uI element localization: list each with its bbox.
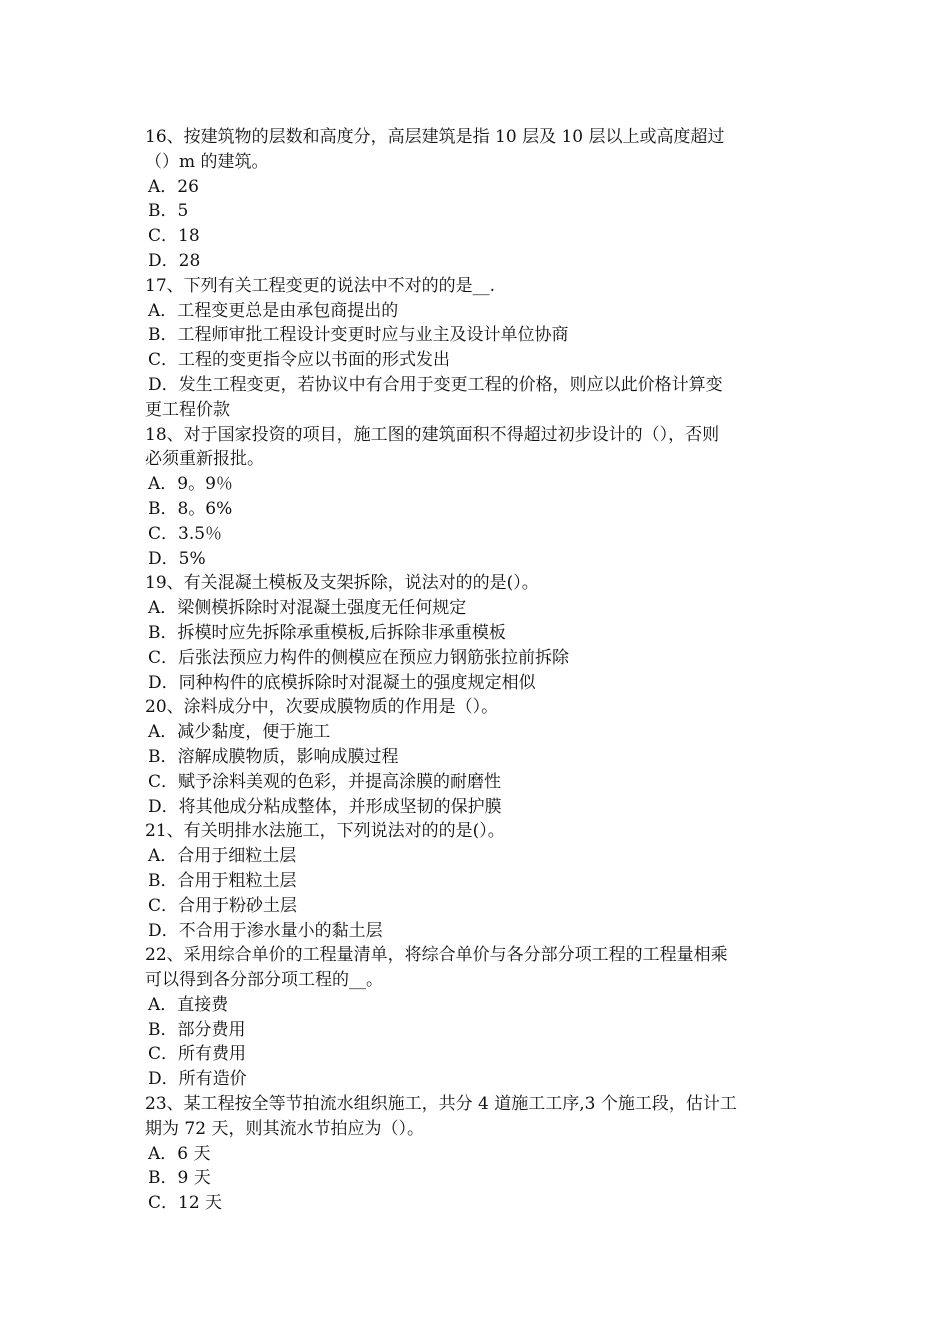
option-d: D．发生工程变更，若协议中有合用于变更工程的价格，则应以此价格计算变	[148, 374, 723, 395]
question-22	[145, 943, 810, 1092]
option-b: B．溶解成膜物质，影响成膜过程	[148, 746, 399, 767]
option-a: A．工程变更总是由承包商提出的	[148, 300, 399, 321]
question-stem-line: 可以得到各分部分项工程的__。	[145, 970, 383, 991]
question-stem-line: 17、下列有关工程变更的说法中不对的的是__.	[145, 275, 496, 296]
question-stem-line: （）m 的建筑。	[145, 151, 269, 172]
question-stem-line: 19、有关混凝土模板及支架拆除，说法对的的是(）。	[145, 573, 539, 594]
option-c: C．合用于粉砂土层	[148, 895, 298, 916]
question-stem-line: 16、按建筑物的层数和高度分，高层建筑是指 10 层及 10 层以上或高度超过	[145, 127, 725, 147]
option-c: C．工程的变更指令应以书面的形式发出	[148, 350, 451, 371]
option-a: A．减少黏度，便于施工	[148, 722, 331, 743]
option-c: C．18	[148, 226, 200, 247]
option-c: C．12 天	[148, 1193, 223, 1214]
question-stem-line: 21、有关明排水法施工，下列说法对的的是(）。	[145, 821, 505, 842]
question-stem-line: 20、涂料成分中，次要成膜物质的作用是（）。	[145, 697, 499, 718]
option-b: B．工程师审批工程设计变更时应与业主及设计单位协商	[148, 325, 569, 346]
option-a: A．合用于细粒土层	[148, 846, 297, 867]
option-d: D．28	[148, 250, 201, 271]
question-17	[145, 274, 810, 423]
document-page	[145, 125, 810, 1216]
option-b: B．拆模时应先拆除承重模板,后拆除非承重模板	[148, 622, 506, 643]
option-a: A．6 天	[148, 1143, 211, 1164]
option-b: B．8。6%	[148, 498, 233, 519]
option-d: D．将其他成分粘成整体，并形成坚韧的保护膜	[148, 796, 502, 817]
option-a: A．梁侧模拆除时对混凝土强度无任何规定	[148, 598, 467, 619]
question-20	[145, 695, 810, 819]
option-c: C．赋予涂料美观的色彩，并提高涂膜的耐磨性	[148, 771, 502, 792]
question-stem-line: 必须重新报批。	[145, 449, 264, 470]
option-b: B．9 天	[148, 1168, 211, 1189]
option-b: B．5	[148, 201, 189, 222]
option-d: D．不合用于渗水量小的黏土层	[148, 920, 383, 941]
option-d: D．同种构件的底模拆除时对混凝土的强度规定相似	[148, 672, 536, 693]
question-stem-line: 22、采用综合单价的工程量清单，将综合单价与各分部分项工程的工程量相乘	[145, 945, 728, 966]
option-c: C．3.5％	[148, 523, 223, 544]
option-b: B．合用于粗粒土层	[148, 870, 297, 891]
question-stem-line: 期为 72 天，则其流水节拍应为（）。	[145, 1118, 424, 1139]
question-18	[145, 423, 810, 572]
question-16	[145, 125, 810, 274]
option-d-continuation: 更工程价款	[145, 399, 230, 420]
question-21	[145, 819, 810, 943]
option-c: C．后张法预应力构件的侧模应在预应力钢筋张拉前拆除	[148, 647, 570, 668]
option-d: D．所有造价	[148, 1069, 247, 1090]
option-a: A．直接费	[148, 994, 229, 1015]
option-d: D．5%	[148, 548, 206, 569]
option-a: A．26	[148, 176, 199, 197]
option-b: B．部分费用	[148, 1019, 246, 1040]
question-stem-line: 18、对于国家投资的项目，施工图的建筑面积不得超过初步设计的（），否则	[145, 424, 720, 445]
question-stem-line: 23、某工程按全等节拍流水组织施工，共分 4 道施工工序,3 个施工段，估计工	[145, 1094, 737, 1115]
question-19	[145, 571, 810, 695]
option-c: C．所有费用	[148, 1044, 247, 1065]
option-a: A．9。9％	[148, 474, 233, 495]
question-23	[145, 1092, 810, 1216]
